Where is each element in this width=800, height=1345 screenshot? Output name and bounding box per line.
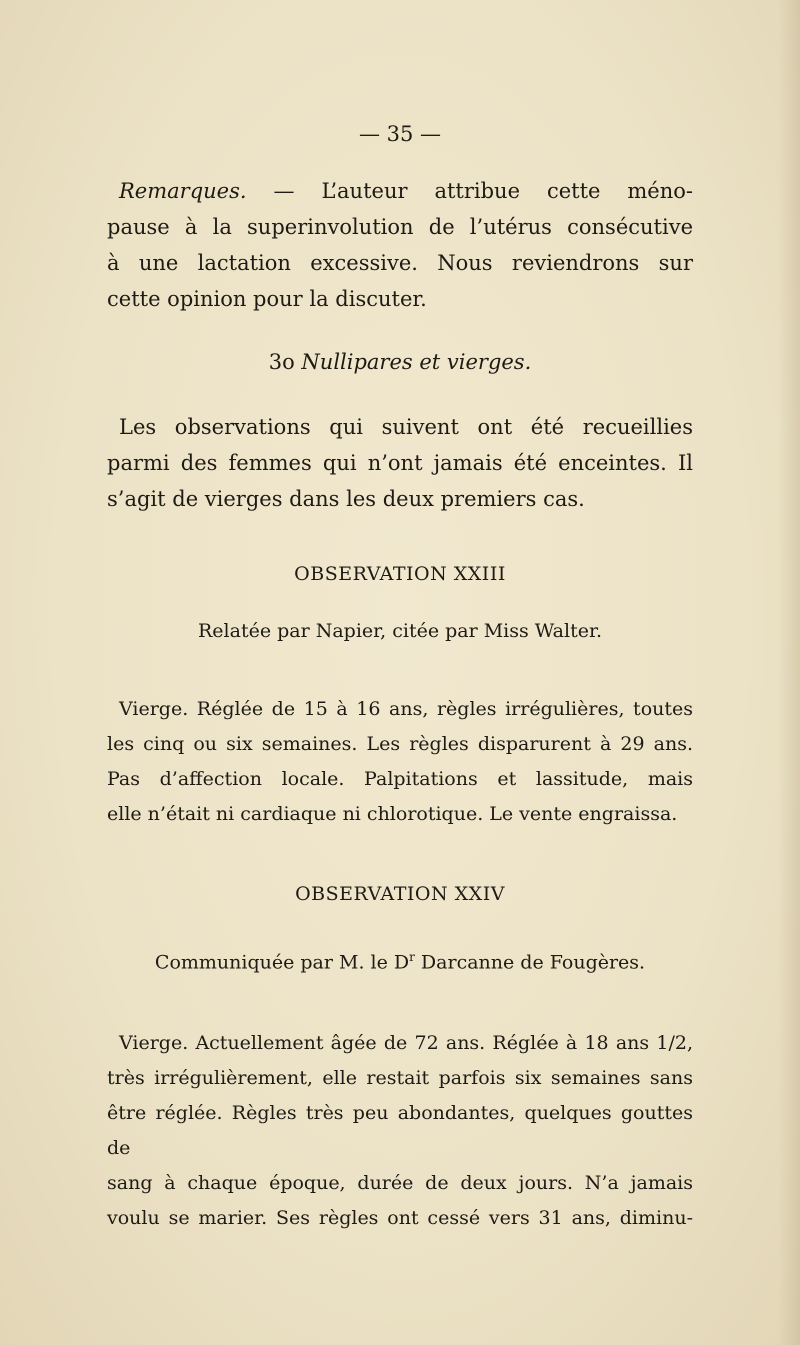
obs24-line-2: très irrégulièrement, elle restait parfois six semaines sans [107,1067,693,1089]
section-number: 3o [268,350,295,374]
remarques-line-3: à une lactation excessive. Nous reviendrons sur [107,251,693,275]
obs24-credit-sup: r [409,950,415,964]
obs24-credit-before: Communiquée par M. le D [154,951,410,974]
remarques-line-1: — L’auteur attribue cette méno- [246,179,693,203]
obs24-line-1: Vierge. Actuellement âgée de 72 ans. Réglée à 18 ans 1/2, [119,1032,693,1054]
intro-line-2: parmi des femmes qui n’ont jamais été enceintes. Il [107,451,693,475]
remarques-line-2: pause à la superinvolution de l’utérus consécutive [107,215,693,239]
intro-line-3: s’agit de vierges dans les deux premiers cas. [107,487,585,511]
obs23-paragraph [107,692,693,832]
remarques-line-4: cette opinion pour la discuter. [107,287,427,311]
obs24-credit [0,950,800,973]
obs24-heading: OBSERVATION XXIV [295,883,505,905]
obs23-line-4: elle n’était ni cardiaque ni chlorotique. Le vente engraissa. [107,803,678,825]
remarques-paragraph [107,173,693,317]
remarques-lead: Remarques. [119,179,247,203]
obs23-line-2: les cinq ou six semaines. Les règles disparurent à 29 ans. [107,733,693,755]
obs23-line-1: Vierge. Réglée de 15 à 16 ans, règles irrégulières, toutes [119,698,693,720]
intro-paragraph [107,409,693,517]
page-edge-shadow [778,0,800,1345]
intro-line-1: Les observations qui suivent ont été recueillies [119,415,693,439]
obs24-credit-after: Darcanne de Fougères. [414,951,646,974]
obs24-line-4: sang à chaque époque, durée de deux jours. N’a jamais [107,1172,693,1194]
page-number: — 35 — [358,122,442,146]
obs24-line-3: être réglée. Règles très peu abondantes, quelques gouttes de [107,1102,693,1159]
obs24-paragraph [107,1026,693,1236]
obs24-line-5: voulu se marier. Ses règles ont cessé vers 31 ans, diminu- [107,1207,693,1229]
section-heading [0,350,800,374]
obs23-line-3: Pas d’affection locale. Palpitations et lassitude, mais [107,768,693,790]
obs23-credit: Relatée par Napier, citée par Miss Walter. [197,620,602,642]
obs23-heading: OBSERVATION XXIII [294,563,506,585]
section-title: Nullipares et vierges. [301,350,532,374]
